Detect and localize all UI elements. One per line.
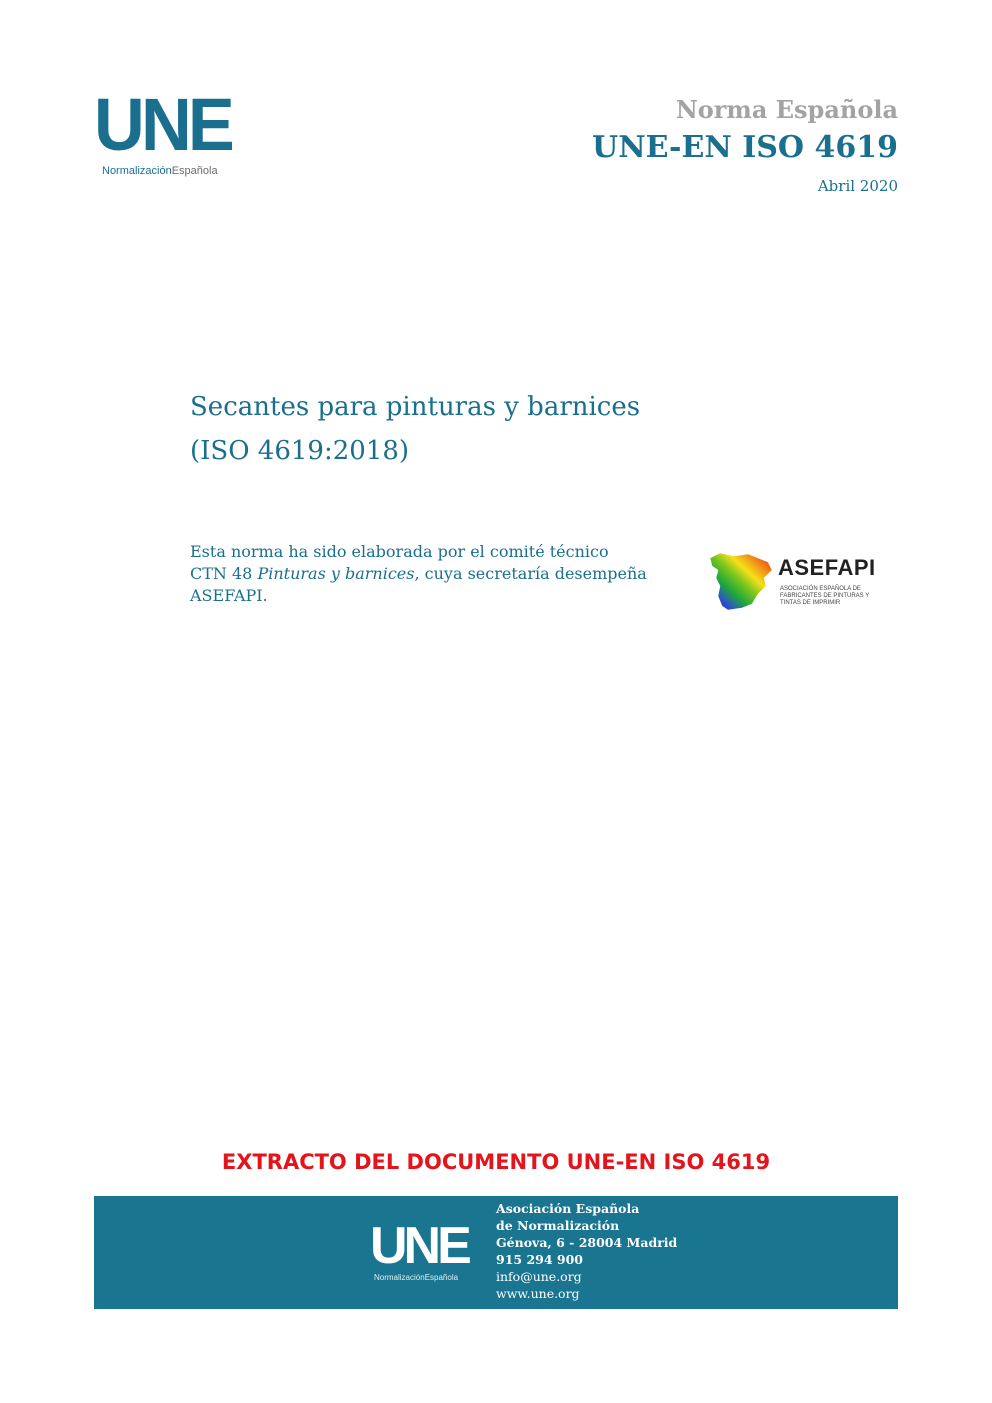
asefapi-name: ASEFAPI bbox=[778, 555, 876, 580]
title-line-1: Secantes para pinturas y barnices bbox=[190, 392, 641, 422]
footer-org-line-1: Asociación Española bbox=[496, 1201, 640, 1216]
asefapi-description: ASOCIACIÓN ESPAÑOLA DE FABRICANTES DE PINTURAS Y TINTAS DE IMPRIMIR bbox=[780, 586, 870, 606]
footer-phone: 915 294 900 bbox=[496, 1252, 583, 1267]
asefapi-logo bbox=[706, 548, 886, 614]
une-logo-subtitle: NormalizaciónEspañola bbox=[102, 165, 218, 177]
norma-header bbox=[592, 95, 898, 195]
committee-paragraph bbox=[190, 541, 670, 607]
committee-name: Pinturas y barnices bbox=[257, 564, 415, 583]
footer-contact-info bbox=[496, 1200, 677, 1302]
une-logo bbox=[94, 83, 244, 178]
committee-line-2: CTN 48 Pinturas y barnices, cuya secretaría desempeña bbox=[190, 564, 647, 583]
norma-label: Norma Española bbox=[675, 95, 898, 124]
footer-web[interactable]: www.une.org bbox=[496, 1286, 580, 1301]
committee-line-1: Esta norma ha sido elaborada por el comité técnico bbox=[190, 542, 609, 561]
footer-org-line-2: de Normalización bbox=[496, 1218, 620, 1233]
footer-address: Génova, 6 - 28004 Madrid bbox=[496, 1235, 678, 1250]
title-line-2: (ISO 4619:2018) bbox=[190, 436, 410, 466]
committee-line-3: ASEFAPI. bbox=[190, 586, 268, 605]
footer-une-logo bbox=[370, 1217, 480, 1282]
spain-rainbow-map-icon bbox=[706, 548, 776, 614]
footer-une-logo-mark: UNE bbox=[370, 1217, 468, 1275]
extract-title: EXTRACTO DEL DOCUMENTO UNE-EN ISO 4619 bbox=[221, 1150, 771, 1174]
footer-une-logo-subtitle: NormalizaciónEspañola bbox=[374, 1273, 459, 1282]
footer-email[interactable]: info@une.org bbox=[496, 1269, 582, 1284]
footer bbox=[94, 1196, 898, 1309]
norma-code: UNE-EN ISO 4619 bbox=[592, 130, 898, 165]
norma-date: Abril 2020 bbox=[817, 177, 898, 195]
document-title bbox=[190, 385, 640, 473]
une-logo-mark: UNE bbox=[94, 83, 232, 166]
